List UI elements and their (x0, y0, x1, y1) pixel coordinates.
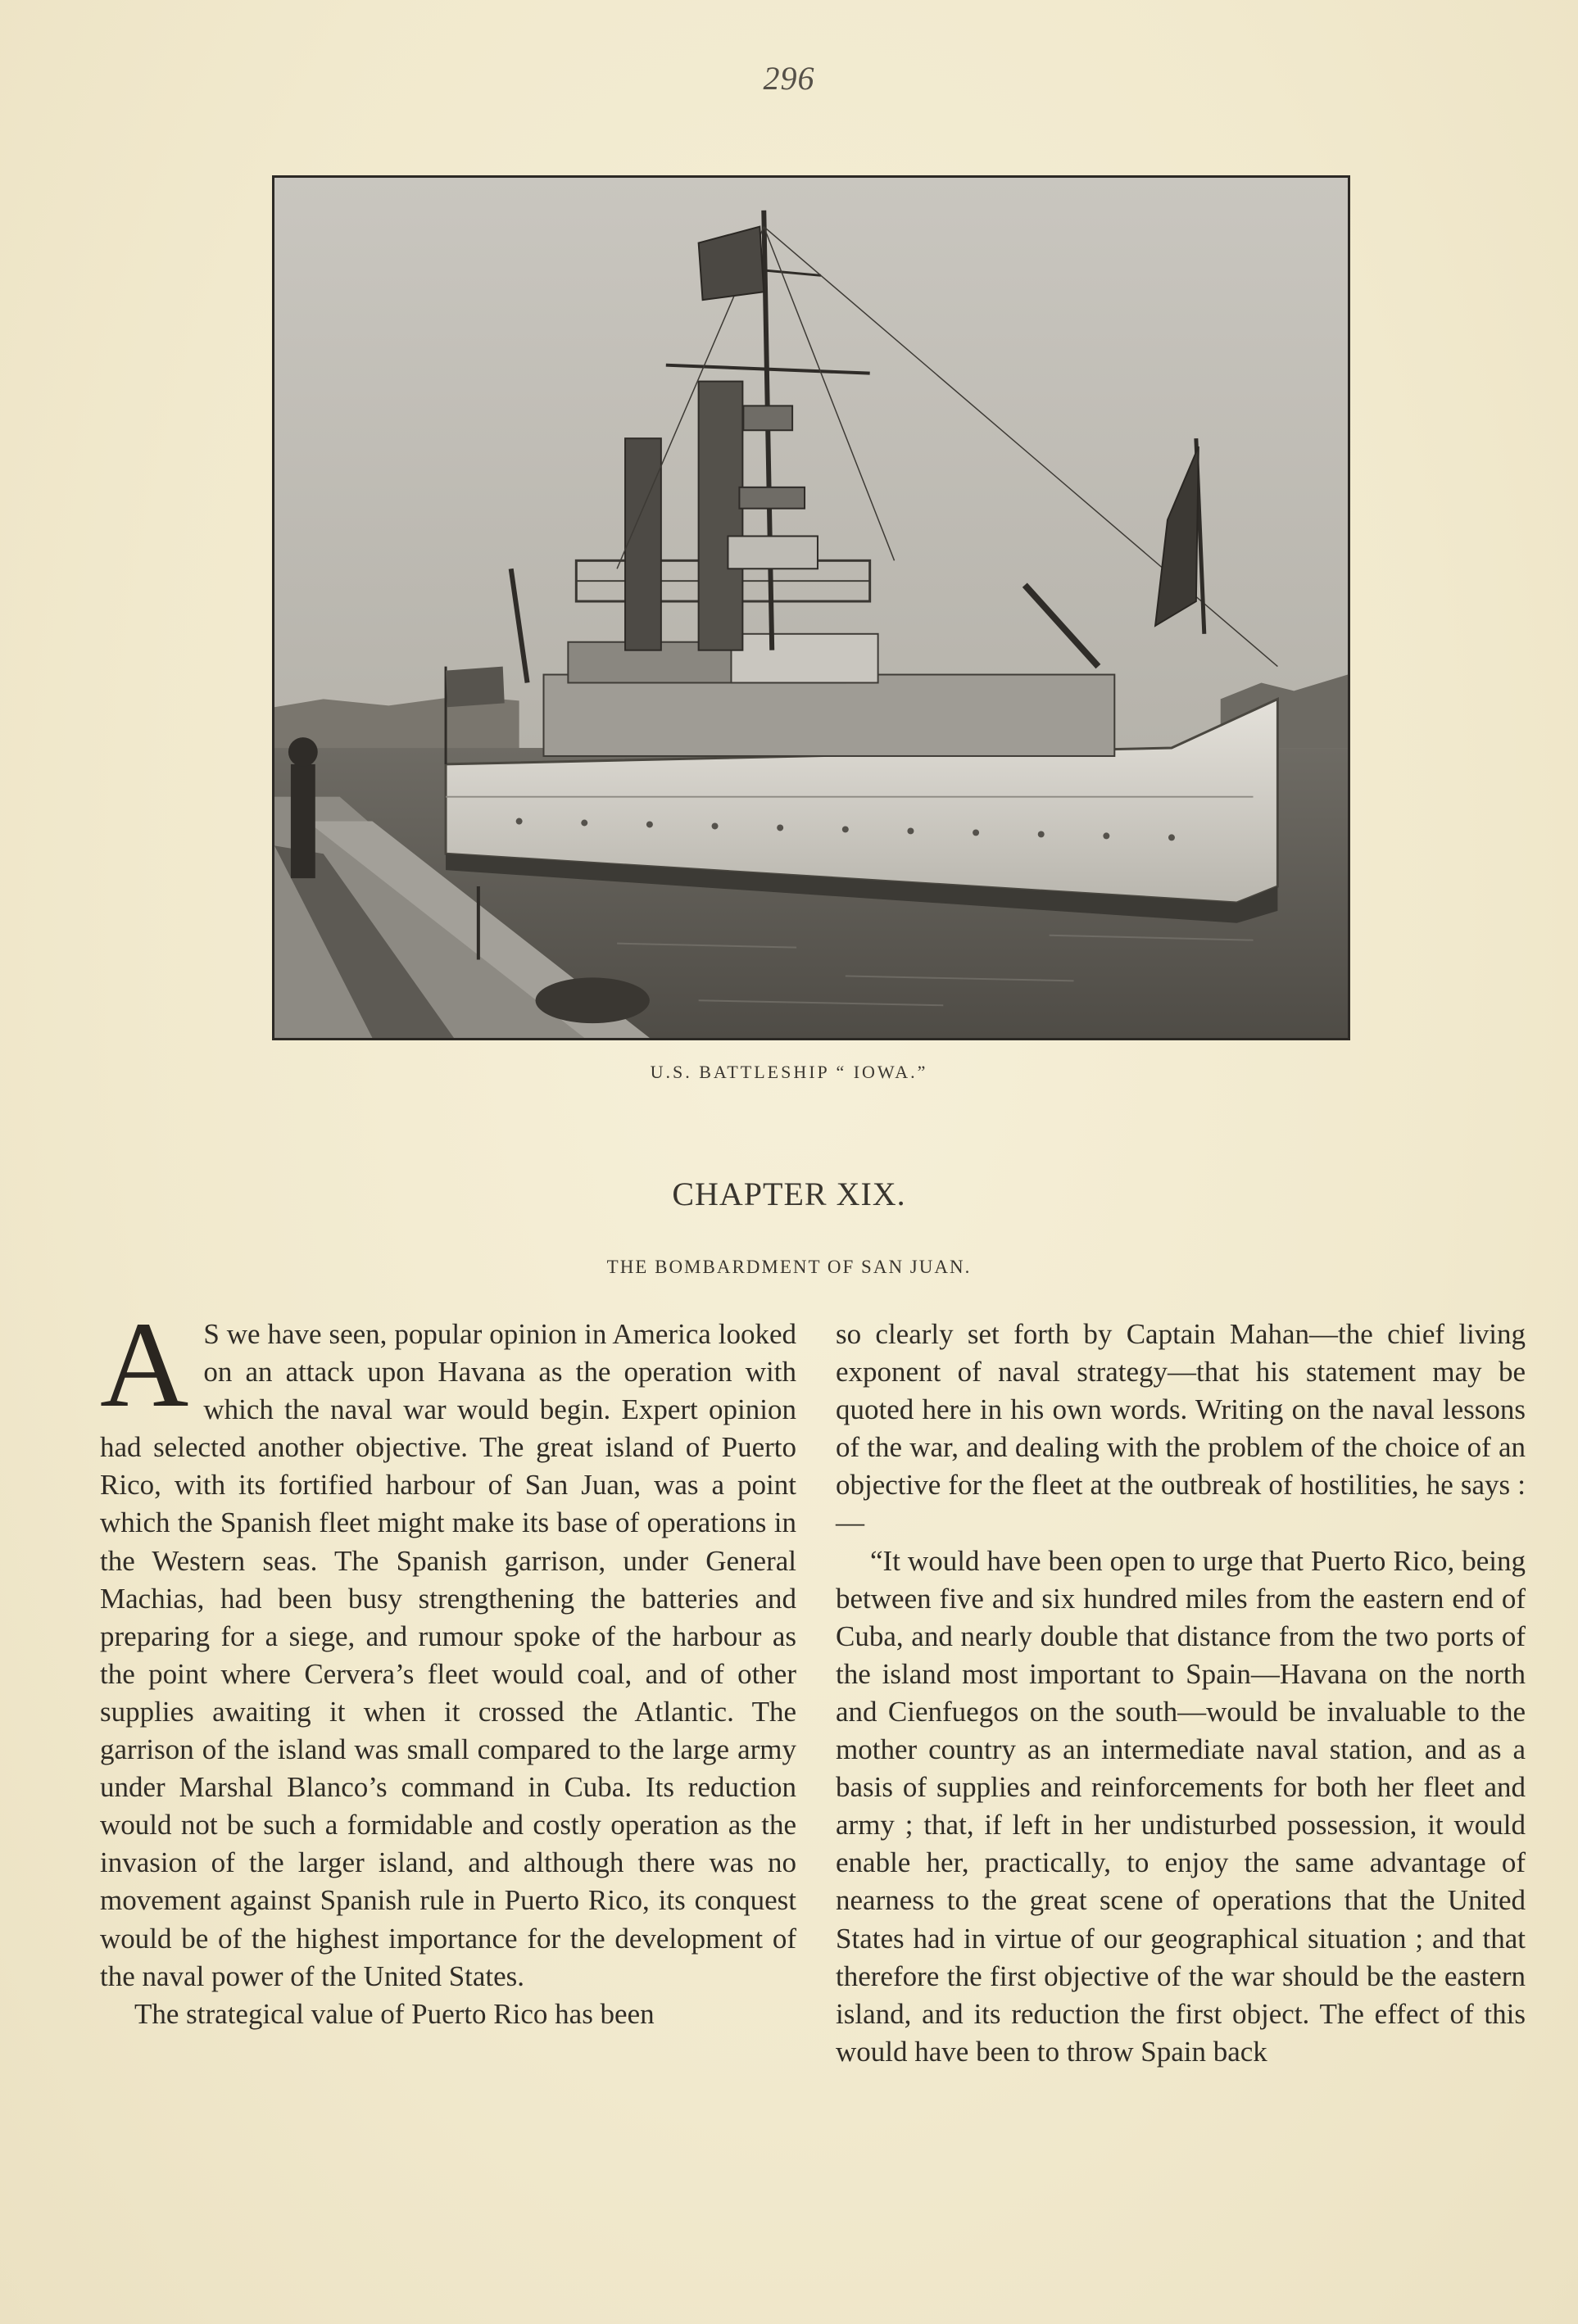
page-number: 296 (763, 60, 815, 97)
left-paragraph-1-text: S we have seen, popular opinion in America looked on an attack upon Havana as the operation with which the naval war would begin. Expert opinion had selected another objective. The great island of Puerto Rico, with its fortified harbour of San Juan, was a point which the Spanish fleet might make its base of operations in the Western seas. The Spanish garrison, under General Machias, had been busy strengthening the batteries and preparing for a siege, and rumour spoke of the harbour as the point where Cervera’s fleet would coal, and of other supplies awaiting it when it crossed the Atlantic. The garrison of the island was small compared to the large army under Marshal Blanco’s command in Cuba. Its reduction would not be such a formidable and costly operation as the invasion of the larger island, and although there was no movement against Spanish rule in Puerto Rico, its conquest would be of the highest importance for the development of the naval power of the United States. (100, 1318, 796, 1992)
illustration-caption: U.S. BATTLESHIP “ IOWA.” (650, 1062, 928, 1082)
left-column (100, 1297, 796, 2033)
left-paragraph-1 (100, 1297, 796, 1996)
battleship-photo (274, 178, 1348, 1038)
right-column (836, 1316, 1526, 2071)
chapter-subtitle: THE BOMBARDMENT OF SAN JUAN. (606, 1257, 972, 1277)
right-paragraph-2: “It would have been open to urge that Puerto Rico, being between five and six hundred miles from the eastern end of Cuba, and nearly double that distance from the two ports of the island most important to Spain—Havana on the north and Cienfuegos on the south—would be invaluable to the mother country as an intermediate naval station, and as a basis of supplies and reinforcements for both her fleet and army ; that, if left in her undisturbed possession, it would enable her, practically, to enjoy the same advantage of nearness to the great scene of operations that the United States had in virtue of our geographical situation ; and that therefore the first objective of the war should be the eastern island, and its reduction the first object. The effect of this would have been to throw Spain back (836, 1544, 1526, 2068)
battleship-illustration (272, 175, 1350, 1040)
left-paragraph-2: The strategical value of Puerto Rico has been (134, 1997, 655, 2030)
chapter-title: CHAPTER XIX. (672, 1176, 906, 1212)
right-paragraph-1: so clearly set forth by Captain Mahan—the chief living exponent of naval strategy—that his statement may be quoted here in his own words. Writing on the naval lessons of the war, and dealing with the problem of the choice of an objective for the fleet at the outbreak of hostilities, he says :— (836, 1318, 1526, 1539)
drop-cap: A (100, 1297, 189, 1433)
